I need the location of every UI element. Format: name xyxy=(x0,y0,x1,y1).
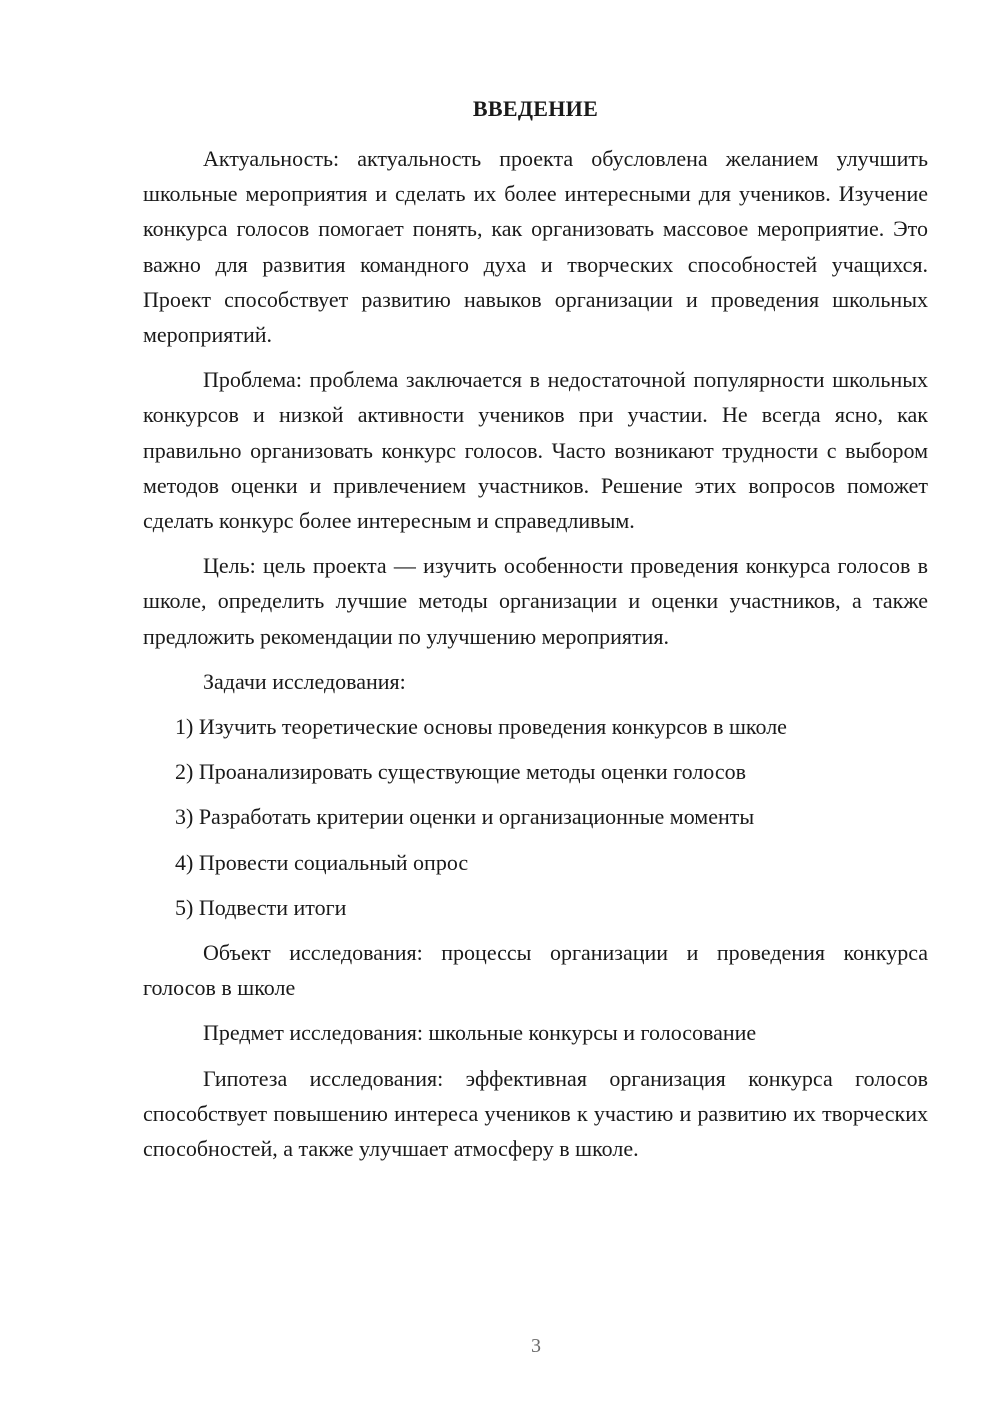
paragraph-object: Объект исследования: процессы организации и проведения конкурса голосов в школе xyxy=(143,940,928,1001)
task-item-1: 1) Изучить теоретические основы проведения конкурсов в школе xyxy=(175,714,787,740)
page-number: 3 xyxy=(531,1335,541,1357)
paragraph-problem: Проблема: проблема заключается в недостаточной популярности школьных конкурсов и низкой активности учеников при участии. Не всегда ясно, как правильно организовать конкурс голосов. Часто возникают трудности с выбором методов оценки и привлечением участников. Решение этих вопросов поможет сделать конкурс более интересным и справедливым. xyxy=(143,367,928,534)
section-title: ВВЕДЕНИЕ xyxy=(472,96,599,121)
task-item-2: 2) Проанализировать существующие методы оценки голосов xyxy=(175,759,747,785)
task-item-4: 4) Провести социальный опрос xyxy=(175,849,469,875)
paragraph-subject: Предмет исследования: школьные конкурсы и голосование xyxy=(203,1020,757,1046)
task-item-3: 3) Разработать критерии оценки и организационные моменты xyxy=(175,804,755,830)
paragraph-goal: Цель: цель проекта — изучить особенности проведения конкурса голосов в школе, определить лучшие методы организации и оценки участников, а также предложить рекомендации по улучшению мероприятия. xyxy=(143,553,928,649)
tasks-heading: Задачи исследования: xyxy=(203,668,406,694)
paragraph-hypothesis: Гипотеза исследования: эффективная организация конкурса голосов способствует повышению интереса учеников к участию и развитию их творческих способностей, а также улучшает атмосферу в школе. xyxy=(143,1065,928,1162)
paragraph-relevance: Актуальность: актуальность проекта обусловлена желанием улучшить школьные мероприятия и сделать их более интересными для учеников. Изучение конкурса голосов помогает понять, как организовать массовое мероприятие. Это важно для развития командного духа и творческих способностей учащихся. Проект способствует развитию навыков организации и проведения школьных мероприятий. xyxy=(143,146,928,348)
tasks-list xyxy=(143,709,928,925)
task-item-5: 5) Подвести итоги xyxy=(175,894,347,920)
body-text xyxy=(143,141,928,1176)
